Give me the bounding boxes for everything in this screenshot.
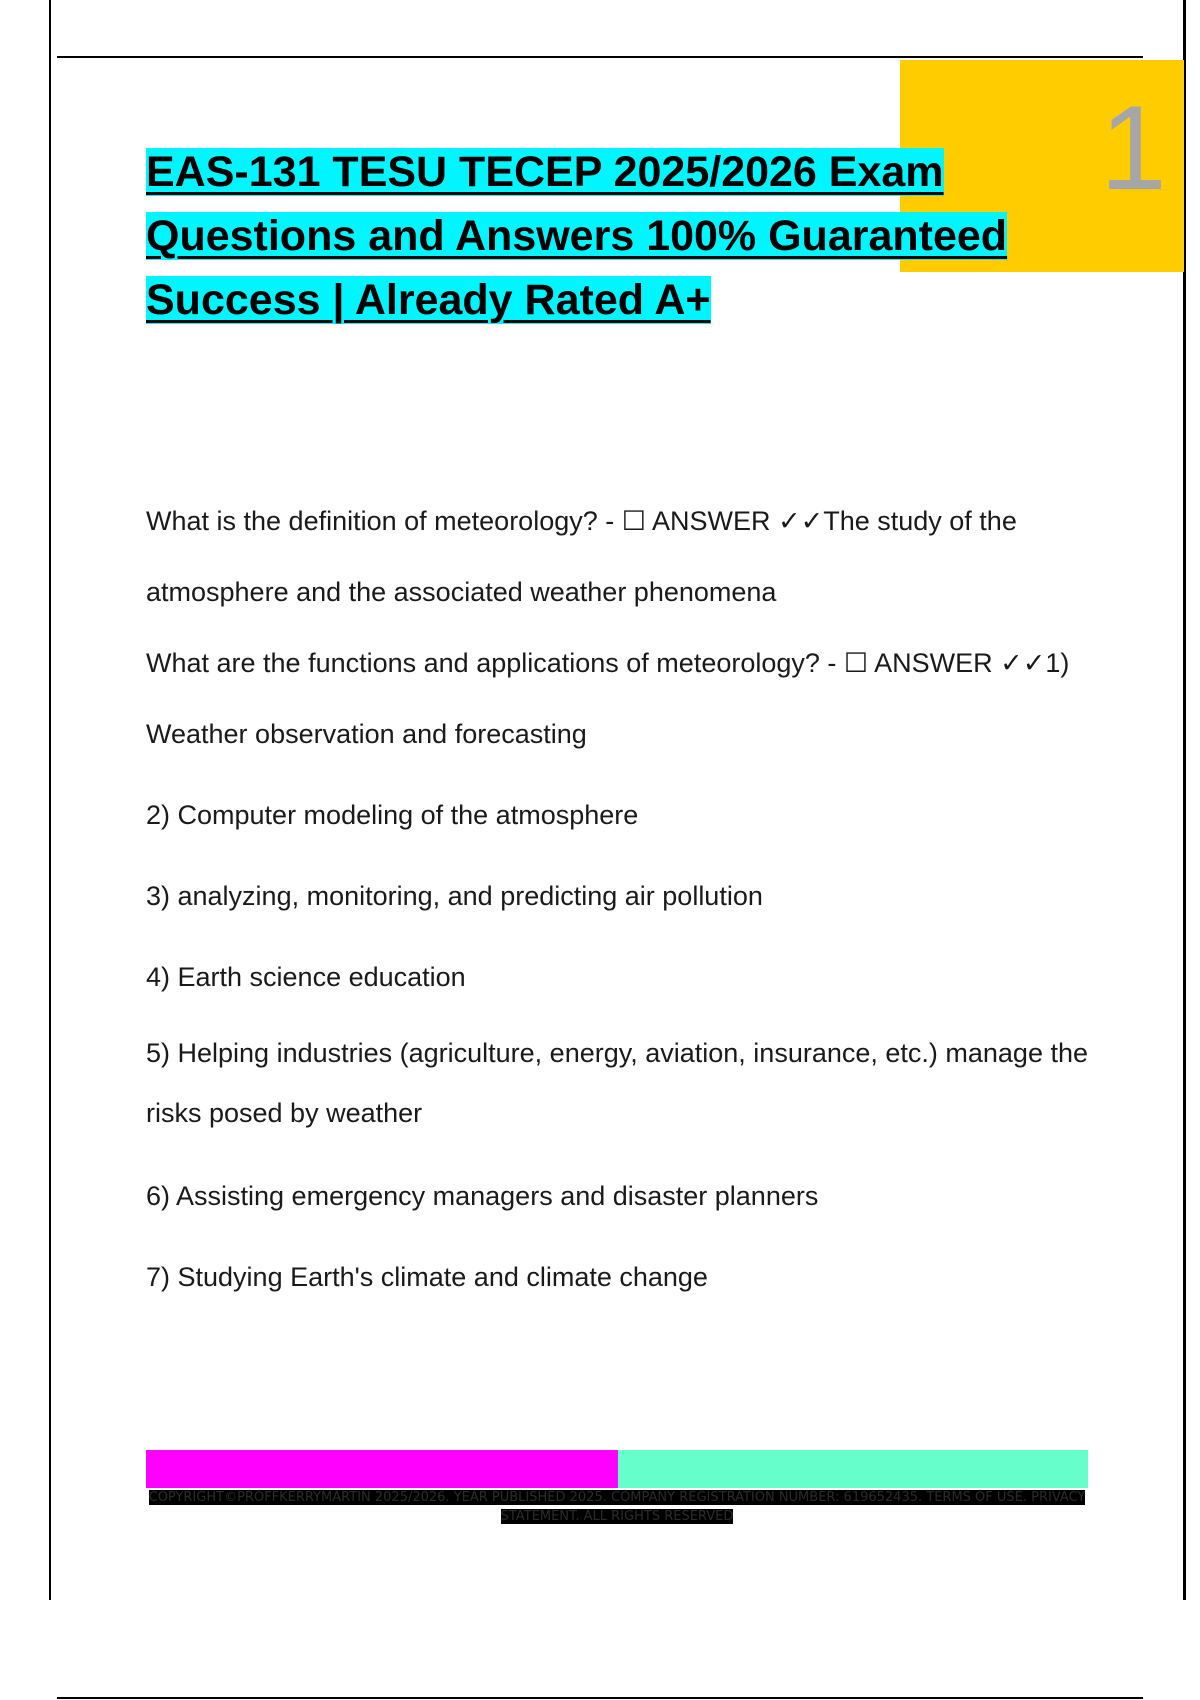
document-content [146, 486, 1106, 1313]
document-title-text: EAS-131 TESU TECEP 2025/2026 Exam Questions and Answers 100% Guaranteed Success | Already Rated A+ [146, 148, 1008, 324]
footer-bar-right [618, 1450, 1088, 1488]
top-rule [57, 56, 1143, 58]
footer-copyright-text: COPYRIGHT©PROFFKERRYMARTIN 2025/2026. YEAR PUBLISHED 2025. COMPANY REGISTRATION NUMBER: 619652435. TERMS OF USE. PRIVACY STATEMENT. ALL RIGHTS RESERVED [148, 1490, 1086, 1524]
list-item: 4) Earth science education [146, 962, 466, 992]
qa-item: What is the definition of meteorology? - ☐ ANSWER ✓✓The study of the atmosphere and the associated weather phenomena [146, 506, 1017, 607]
list-item: 6) Assisting emergency managers and disaster planners [146, 1181, 819, 1211]
document-title [146, 140, 1106, 332]
bottom-rule [57, 1697, 1143, 1699]
footer-bar-left [146, 1450, 618, 1488]
list-item: 5) Helping industries (agriculture, energy, aviation, insurance, etc.) manage the risks posed by weather [146, 1038, 1088, 1128]
footer-copyright [146, 1488, 1088, 1526]
list-item: 3) analyzing, monitoring, and predicting air pollution [146, 881, 763, 911]
list-item: 7) Studying Earth's climate and climate change [146, 1262, 708, 1292]
qa-item: What are the functions and applications of meteorology? - ☐ ANSWER ✓✓1) Weather observation and forecasting [146, 648, 1070, 749]
page-border-left [49, 0, 51, 1600]
list-item: 2) Computer modeling of the atmosphere [146, 800, 639, 830]
page-number: 1 [1100, 81, 1167, 215]
